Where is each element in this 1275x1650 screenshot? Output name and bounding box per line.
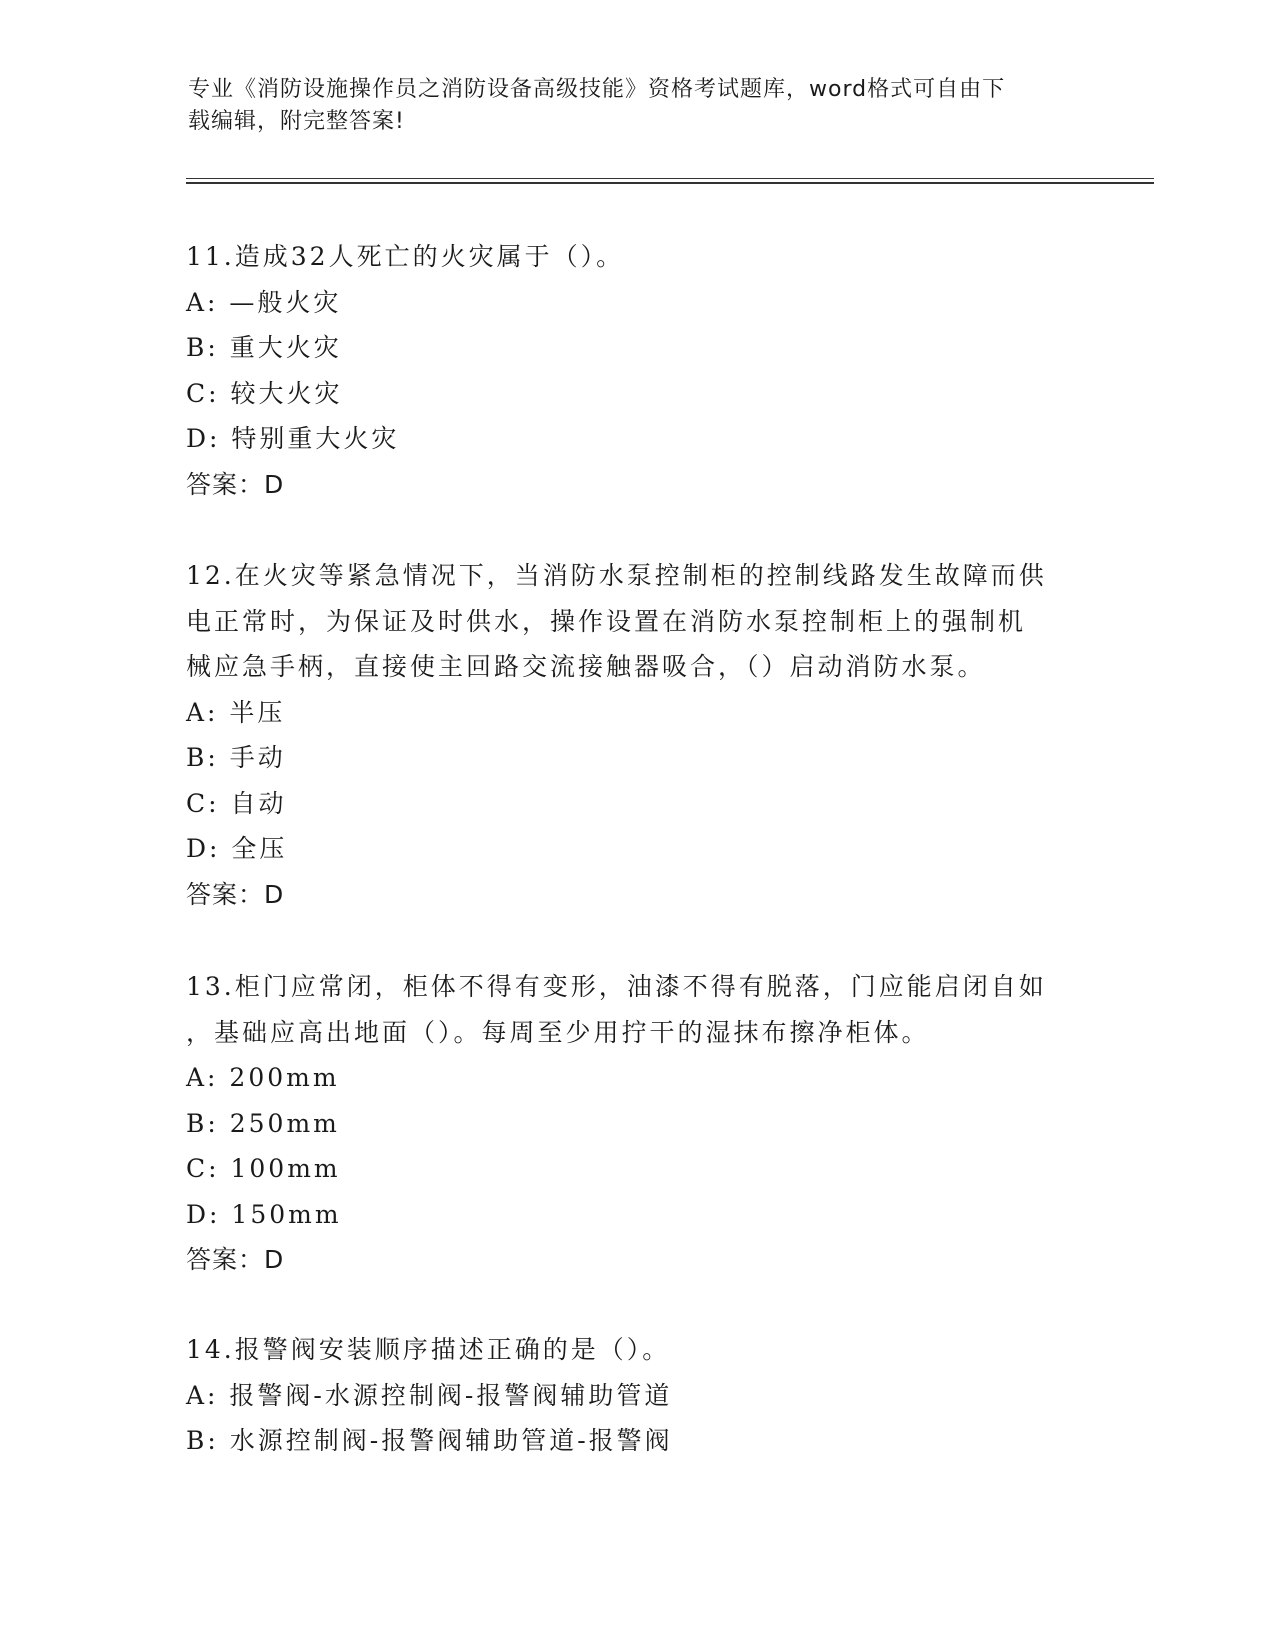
question-text-line-2: 电正常时，为保证及时供水，操作设置在消防水泵控制柜上的强制机 (186, 606, 1027, 636)
question-14 (186, 1327, 1086, 1464)
question-text: 14.报警阀安装顺序描述正确的是（）。 (186, 1335, 671, 1364)
option-d: D: 全压 (186, 834, 288, 863)
document-header (188, 74, 1088, 138)
option-b: B: 250mm (186, 1108, 340, 1138)
option-b: B: 重大火灾 (186, 333, 342, 362)
question-text: 11.造成32人死亡的火灾属于（）。 (186, 242, 625, 271)
option-a: A: 半压 (186, 697, 286, 727)
question-text-line-3: 械应急手柄，直接使主回路交流接触器吸合，（）启动消防水泵。 (186, 652, 986, 681)
question-text-line-2: ，基础应高出地面（）。每周至少用拧干的湿抹布擦净柜体。 (186, 1017, 930, 1047)
option-c: C: 较大火灾 (186, 378, 343, 408)
option-b: B: 水源控制阀-报警阀辅助管道-报警阀 (186, 1426, 673, 1455)
header-line-2: 载编辑，附完整答案! (188, 109, 405, 134)
option-c: C: 100mm (186, 1154, 341, 1183)
answer: 答案：D (186, 1245, 285, 1274)
answer: 答案：D (186, 469, 285, 499)
question-text-line-1: 12.在火灾等紧急情况下，当消防水泵控制柜的控制线路发生故障而供 (186, 561, 1047, 590)
option-a: A: —般火灾 (186, 287, 342, 317)
header-divider-thick (186, 182, 1154, 184)
header-line-1: 专业《消防设施操作员之消防设备高级技能》资格考试题库，word格式可自由下 (188, 77, 1006, 102)
answer: 答案：D (186, 879, 285, 909)
option-d: D: 150mm (186, 1199, 342, 1229)
question-13 (186, 964, 1086, 1283)
question-text-line-1: 13.柜门应常闭，柜体不得有变形，油漆不得有脱落，门应能启闭自如 (186, 972, 1047, 1001)
option-d: D: 特别重大火灾 (186, 424, 400, 453)
option-a: A: 200mm (186, 1063, 340, 1092)
option-b: B: 手动 (186, 743, 286, 772)
header-divider-thin (186, 178, 1154, 179)
question-12 (186, 553, 1086, 917)
option-c: C: 自动 (186, 788, 287, 818)
question-11 (186, 234, 1086, 507)
option-a: A: 报警阀-水源控制阀-报警阀辅助管道 (186, 1380, 673, 1410)
